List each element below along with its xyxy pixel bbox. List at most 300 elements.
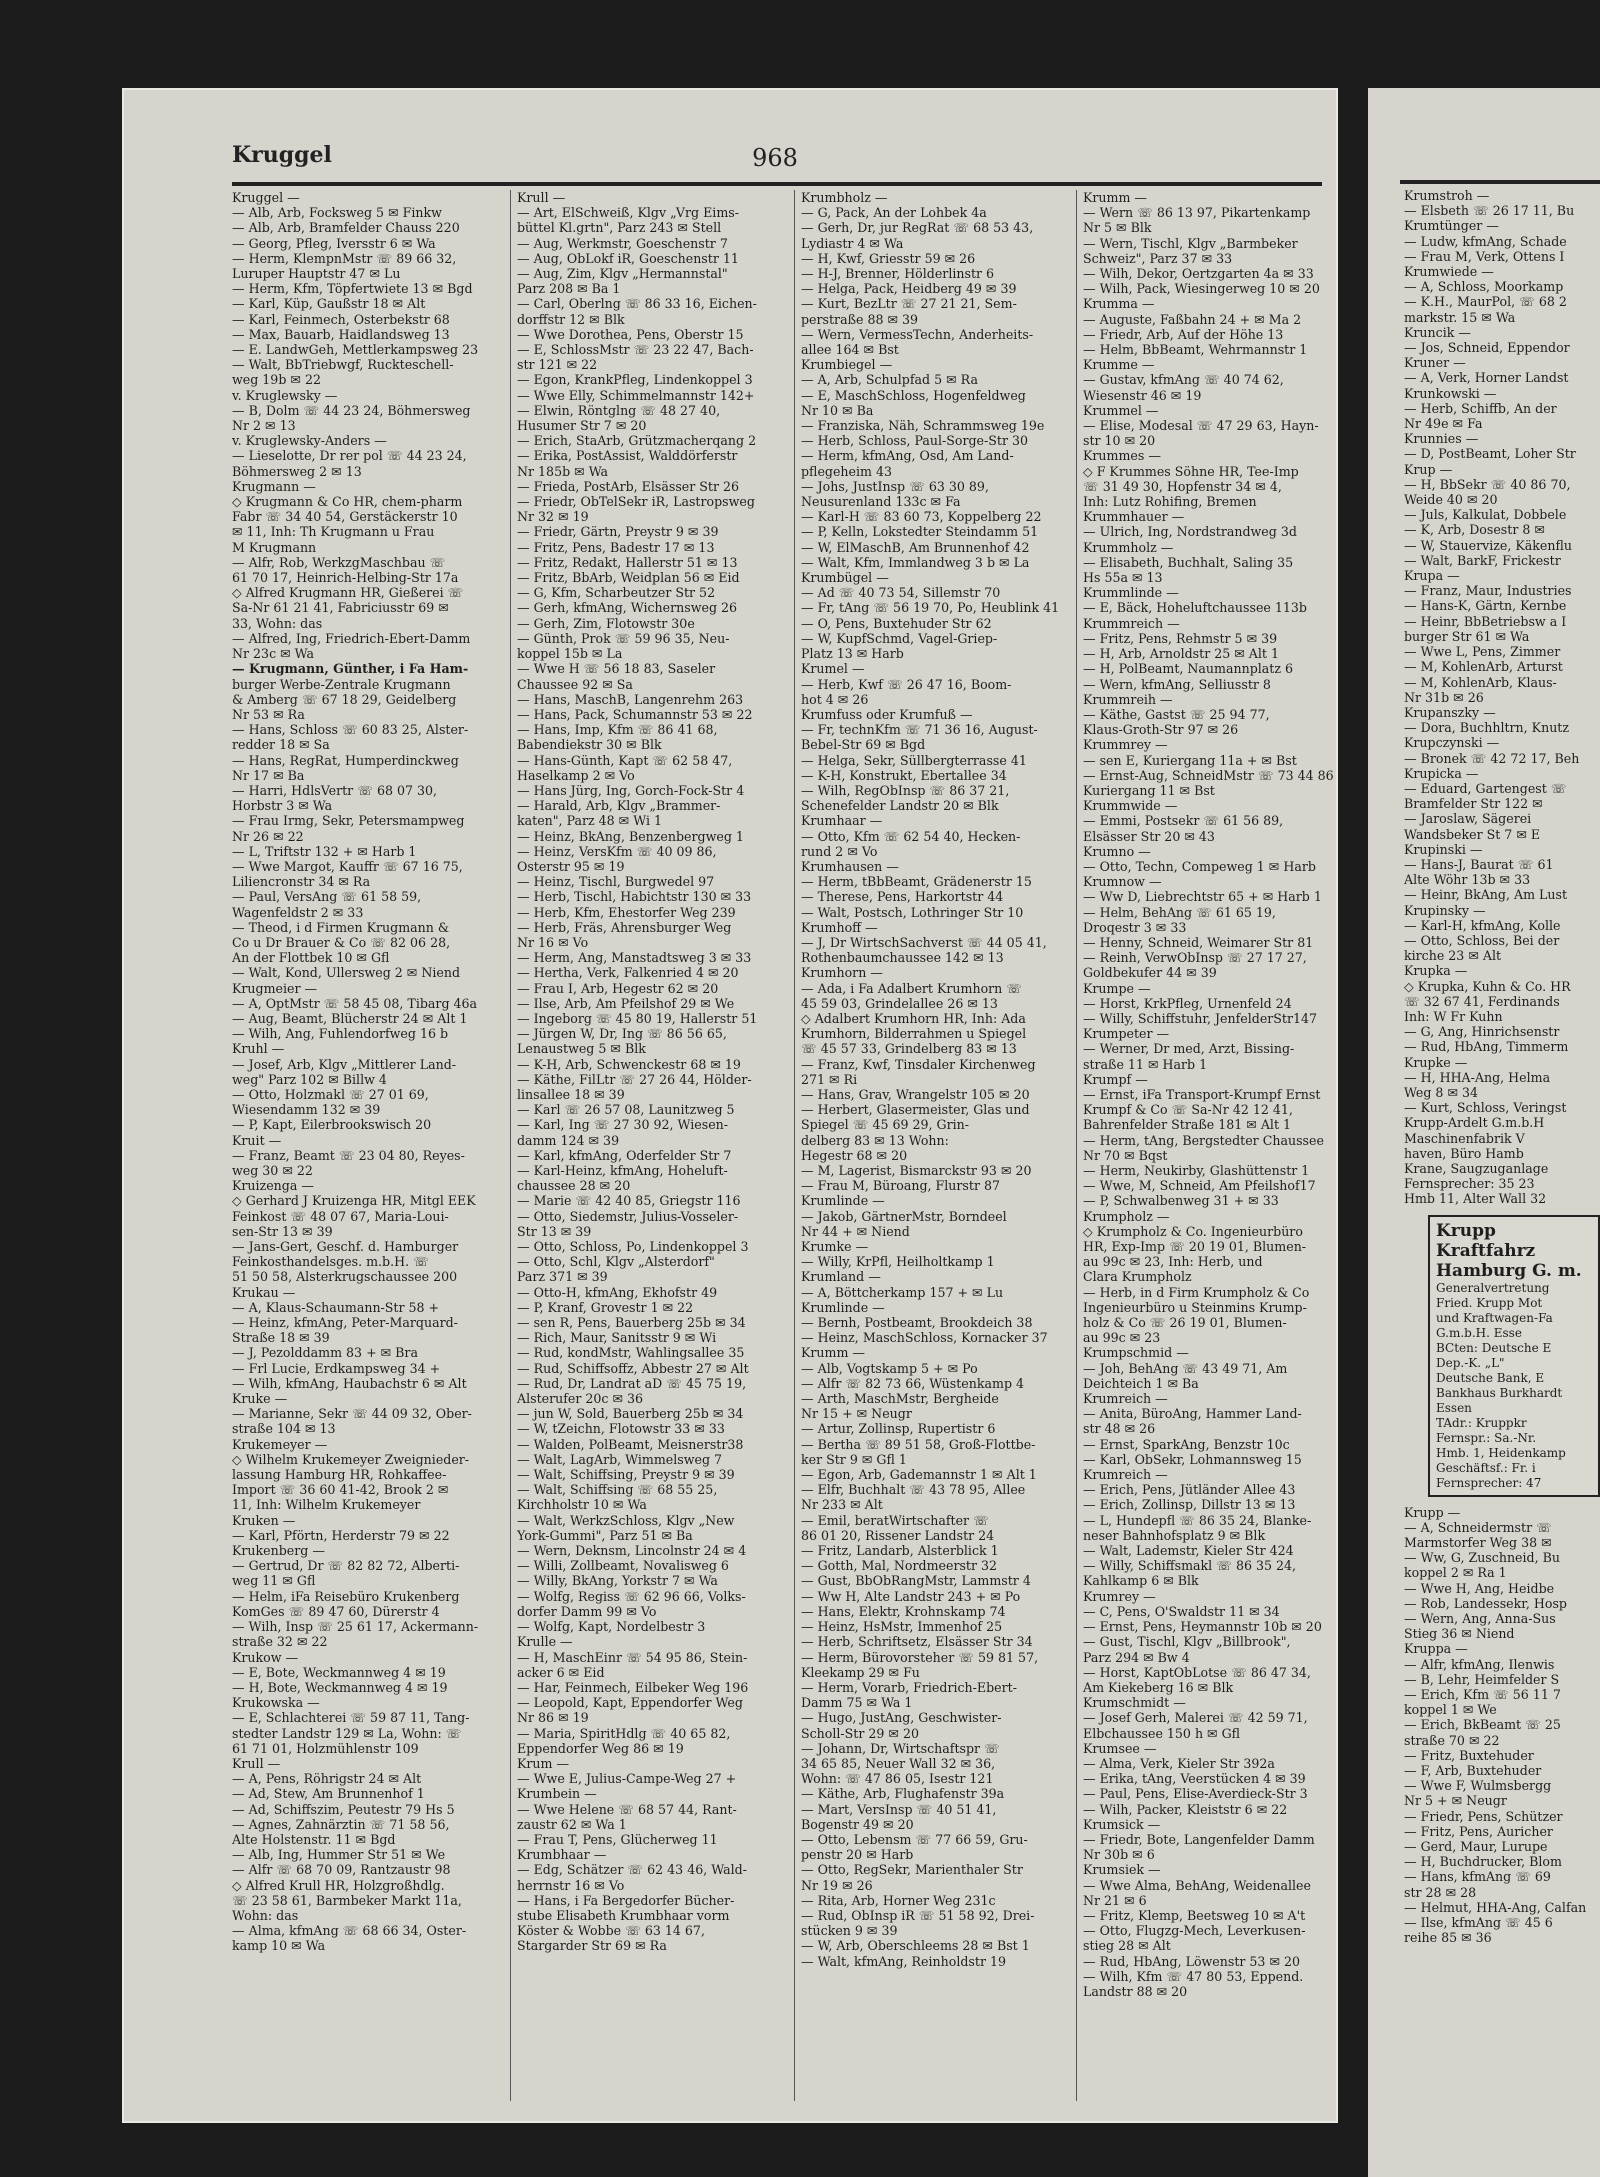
directory-entry: — Marie ☏ 42 40 85, Griegstr 116 xyxy=(517,1193,741,1209)
directory-entry: Köster & Wobbe ☏ 63 14 67, xyxy=(517,1923,705,1939)
directory-entry: Krummreich — xyxy=(1083,615,1180,631)
directory-entry: — Ernst-Aug, SchneidMstr ☏ 73 44 86 xyxy=(1083,767,1334,783)
directory-entry: — Heinz, VersKfm ☏ 40 09 86, xyxy=(517,843,717,859)
directory-entry: — Harald, Arb, Klgv „Brammer- xyxy=(517,798,721,814)
directory-entry: — Rud, Schiffsoffz, Abbestr 27 ✉ Alt xyxy=(517,1360,749,1376)
directory-entry: Rothenbaumchaussee 142 ✉ 13 xyxy=(801,950,1004,966)
directory-entry: — Herb, Kwf ☏ 26 47 16, Boom- xyxy=(801,676,1012,692)
directory-entry: — Käthe, Gastst ☏ 25 94 77, xyxy=(1083,706,1270,722)
directory-entry: 86 01 20, Rissener Landstr 24 xyxy=(801,1527,995,1543)
directory-entry: straße 32 ✉ 22 xyxy=(232,1634,328,1650)
directory-entry: — Harri, HdlsVertr ☏ 68 07 30, xyxy=(232,782,438,798)
directory-entry: — Wilh, RegObInsp ☏ 86 37 21, xyxy=(801,782,1010,798)
directory-entry: — Bernh, Postbeamt, Brookdeich 38 xyxy=(801,1315,1033,1331)
directory-entry: — W, KupfSchmd, Vagel-Griep- xyxy=(801,630,998,646)
directory-entry: 51 50 58, Alsterkrugschaussee 200 xyxy=(232,1269,458,1285)
directory-entry: — Har, Feinmech, Eilbeker Weg 196 xyxy=(517,1679,749,1695)
directory-entry: Nr 19 ✉ 26 xyxy=(801,1877,873,1893)
directory-entry: delberg 83 ✉ 13 Wohn: xyxy=(801,1132,949,1148)
directory-entry: — Hans-K, Gärtn, Kernbe xyxy=(1404,598,1567,614)
directory-entry: 271 ✉ Ri xyxy=(801,1071,858,1087)
directory-entry: ☏ 31 49 30, Hopfenstr 34 ✉ 4, xyxy=(1083,478,1282,494)
directory-entry: dorffstr 12 ✉ Blk xyxy=(517,311,625,327)
directory-entry: Krumpschmid — xyxy=(1083,1345,1189,1361)
directory-entry: Kruppa — xyxy=(1404,1641,1468,1657)
directory-entry: penstr 20 ✉ Harb xyxy=(801,1847,914,1863)
directory-entry: — Gust, BbObRangMstr, Lammstr 4 xyxy=(801,1573,1031,1589)
directory-entry: — Fritz, Klemp, Beetsweg 10 ✉ A't xyxy=(1083,1907,1306,1923)
directory-entry: — Hans, Pack, Schumannstr 53 ✉ 22 xyxy=(517,706,753,722)
directory-entry: — Reinh, VerwObInsp ☏ 27 17 27, xyxy=(1083,950,1307,966)
directory-entry: stücken 9 ✉ 39 xyxy=(801,1923,898,1939)
directory-entry: Krumlinde — xyxy=(801,1193,885,1209)
directory-entry: — Wilh, Ang, Fuhlendorfweg 16 b xyxy=(232,1026,449,1042)
directory-entry: — Ww, G, Zuschneid, Bu xyxy=(1404,1550,1560,1566)
directory-entry: — Karl, kfmAng, Oderfelder Str 7 xyxy=(517,1147,732,1163)
directory-entry: G.m.b.H. Esse xyxy=(1436,1325,1522,1340)
directory-entry: Wagenfeldstr 2 ✉ 33 xyxy=(232,904,364,920)
directory-entry: — Gerh, Zim, Flotowstr 30e xyxy=(517,615,695,631)
directory-entry: — Heinz, kfmAng, Peter-Marquard- xyxy=(232,1315,458,1331)
directory-entry: Kruhl — xyxy=(232,1041,285,1057)
directory-entry: Krull — xyxy=(517,190,566,205)
directory-entry: Hmb 11, Alter Wall 32 xyxy=(1404,1191,1547,1207)
directory-entry: Krumm — xyxy=(801,1345,866,1361)
directory-entry: Fernsprecher: 47 xyxy=(1436,1475,1542,1490)
directory-entry: — Gerd, Maur, Lurupe xyxy=(1404,1839,1548,1855)
directory-entry: Krupke — xyxy=(1404,1054,1468,1070)
directory-entry: — Wilh, Insp ☏ 25 61 17, Ackermann- xyxy=(232,1619,479,1635)
directory-entry: — Gotth, Mal, Nordmeerstr 32 xyxy=(801,1558,998,1574)
directory-entry: — Erich, Zollinsp, Dillstr 13 ✉ 13 xyxy=(1083,1497,1296,1513)
directory-entry: Krum — xyxy=(517,1755,570,1771)
directory-entry: — A, Böttcherkamp 157 + ✉ Lu xyxy=(801,1284,1004,1300)
directory-entry: Import ☏ 36 60 41-42, Brook 2 ✉ xyxy=(232,1482,449,1498)
directory-entry: Alsterufer 20c ✉ 36 xyxy=(517,1391,644,1407)
directory-entry: — Wwe Alma, BehAng, Weidenallee xyxy=(1083,1877,1311,1893)
directory-entry: neser Bahnhofsplatz 9 ✉ Blk xyxy=(1083,1527,1266,1543)
directory-entry: Krummreih — xyxy=(1083,691,1173,707)
directory-entry: straße 70 ✉ 22 xyxy=(1404,1732,1500,1748)
directory-entry: Krumpholz — xyxy=(1083,1208,1170,1224)
directory-entry: Fried. Krupp Mot xyxy=(1436,1295,1543,1310)
directory-entry: — E, SchlossMstr ☏ 23 22 47, Bach- xyxy=(517,342,754,358)
directory-entry: — Marianne, Sekr ☏ 44 09 32, Ober- xyxy=(232,1406,472,1422)
directory-entry: — Jos, Schneid, Eppendor xyxy=(1404,340,1570,356)
directory-entry: — Herm, Vorarb, Friedrich-Ebert- xyxy=(801,1679,1017,1695)
directory-entry: Horbstr 3 ✉ Wa xyxy=(232,798,333,814)
directory-entry: Krupka — xyxy=(1404,963,1468,979)
directory-entry: ◇ F Krummes Söhne HR, Tee-Imp xyxy=(1083,463,1299,479)
directory-entry: — Otto, RegSekr, Marienthaler Str xyxy=(801,1862,1023,1878)
directory-entry: — Ulrich, Ing, Nordstrandweg 3d xyxy=(1083,524,1297,540)
directory-entry: — Hertha, Verk, Falkenried 4 ✉ 20 xyxy=(517,965,739,981)
directory-entry: M Krugmann xyxy=(232,539,317,555)
directory-entry: — Herm, tBbBeamt, Grädenerstr 15 xyxy=(801,874,1032,890)
directory-entry: — Wwe H, Ang, Heidbe xyxy=(1404,1580,1555,1596)
directory-entry: — Fritz, Pens, Badestr 17 ✉ 13 xyxy=(517,539,715,555)
directory-entry: Krukemeyer — xyxy=(232,1436,328,1452)
directory-entry: — Herm, Kfm, Töpfertwiete 13 ✉ Bgd xyxy=(232,281,473,297)
directory-entry: — G, Kfm, Scharbeutzer Str 52 xyxy=(517,585,716,601)
directory-entry: York-Gummi", Parz 51 ✉ Ba xyxy=(517,1527,693,1543)
directory-entry: — Walt, BarkF, Frickestr xyxy=(1404,552,1561,568)
adjacent-column xyxy=(1404,188,1600,2157)
directory-entry: — Wilh, Packer, Kleiststr 6 ✉ 22 xyxy=(1083,1801,1288,1817)
directory-entry: — Wilh, Kfm ☏ 47 80 53, Eppend. xyxy=(1083,1968,1304,1984)
directory-entry: v. Kruglewsky — xyxy=(232,387,338,403)
directory-entry: — Rud, HbAng, Timmerm xyxy=(1404,1039,1569,1055)
directory-entry: — Horst, KrkPfleg, Urnenfeld 24 xyxy=(1083,995,1292,1011)
directory-entry: — Herbert, Glasermeister, Glas und xyxy=(801,1102,1030,1118)
directory-entry: — Alma, Verk, Kieler Str 392a xyxy=(1083,1755,1275,1771)
directory-entry: — Otto-H, kfmAng, Ekhofstr 49 xyxy=(517,1284,718,1300)
directory-entry: — E. LandwGeh, Mettlerkampsweg 23 xyxy=(232,342,479,358)
directory-entry: Generalvertretung xyxy=(1436,1280,1550,1295)
directory-entry: — Wern, Tischl, Klgv „Barmbeker xyxy=(1083,235,1298,251)
directory-entry: str 10 ✉ 20 xyxy=(1083,433,1156,449)
directory-entry: — Henny, Schneid, Weimarer Str 81 xyxy=(1083,934,1314,950)
directory-entry: — Günth, Prok ☏ 59 96 35, Neu- xyxy=(517,630,730,646)
directory-entry: Fernspr.: Sa.-Nr. xyxy=(1436,1430,1537,1445)
directory-entry: — Hans, kfmAng ☏ 69 xyxy=(1404,1869,1551,1885)
directory-entry: — Frau M, Büroang, Flurstr 87 xyxy=(801,1178,1001,1194)
directory-entry: 11, Inh: Wilhelm Krukemeyer xyxy=(232,1497,421,1513)
directory-entry: Krumrey — xyxy=(1083,1588,1156,1604)
directory-entry: — Artur, Zollinsp, Rupertistr 6 xyxy=(801,1421,996,1437)
directory-entry: Str 13 ✉ 39 xyxy=(517,1223,592,1239)
directory-entry: — Fritz, Landarb, Alsterblick 1 xyxy=(801,1543,999,1559)
directory-entry: — Krugmann, Günther, i Fa Ham- xyxy=(232,661,469,677)
directory-entry: — Wern, Deknsm, Lincolnstr 24 ✉ 4 xyxy=(517,1543,747,1559)
directory-entry: koppel 15b ✉ La xyxy=(517,646,623,662)
directory-entry: — Wern, VermessTechn, Anderheits- xyxy=(801,326,1034,342)
directory-entry: — H, MaschEinr ☏ 54 95 86, Stein- xyxy=(517,1649,748,1665)
directory-entry: — Ernst, Pens, Heymannstr 10b ✉ 20 xyxy=(1083,1619,1322,1635)
directory-entry: — Karl ☏ 26 57 08, Launitzweg 5 xyxy=(517,1102,735,1118)
directory-entry: — Max, Bauarb, Haidlandsweg 13 xyxy=(232,326,450,342)
directory-entry: Krugmeier — xyxy=(232,980,318,996)
directory-entry: Fabr ☏ 34 40 54, Gerstäckerstr 10 xyxy=(232,509,458,525)
directory-entry: — Frl Lucie, Erdkampsweg 34 + xyxy=(232,1360,441,1376)
directory-entry: — Aug, Beamt, Blücherstr 24 ✉ Alt 1 xyxy=(232,1010,468,1026)
directory-entry: — K-H, Konstrukt, Ebertallee 34 xyxy=(801,767,1007,783)
directory-entry: Krumno — xyxy=(1083,843,1151,859)
directory-entry: — Helm, BehAng ☏ 61 65 19, xyxy=(1083,904,1276,920)
directory-entry: — Hans, Schloss ☏ 60 83 25, Alster- xyxy=(232,722,469,738)
directory-entry: — Franz, Beamt ☏ 23 04 80, Reyes- xyxy=(232,1147,465,1163)
directory-entry: 61 71 01, Holzmühlenstr 109 xyxy=(232,1740,419,1756)
directory-entry: Kirchholstr 10 ✉ Wa xyxy=(517,1497,647,1513)
directory-entry: — Rud, Dr, Landrat aD ☏ 45 75 19, xyxy=(517,1375,747,1391)
directory-entry: Krummrey — xyxy=(1083,737,1168,753)
directory-entry: — Walden, PolBeamt, Meisnerstr38 xyxy=(517,1436,744,1452)
directory-entry: — Otto, Kfm ☏ 62 54 40, Hecken- xyxy=(801,828,1021,844)
directory-entry: Feinkost ☏ 48 07 67, Maria-Loui- xyxy=(232,1208,449,1224)
directory-entry: — Otto, Siedemstr, Julius-Vosseler- xyxy=(517,1208,739,1224)
directory-entry: Parz 208 ✉ Ba 1 xyxy=(517,281,621,297)
directory-entry: — Herm, Ang, Manstadtsweg 3 ✉ 33 xyxy=(517,950,752,966)
directory-entry: — G, Pack, An der Lohbek 4a xyxy=(801,205,987,221)
directory-entry: — Rud, ObInsp iR ☏ 51 58 92, Drei- xyxy=(801,1907,1035,1923)
directory-entry: au 99c ✉ 23, Inh: Herb, und xyxy=(1083,1254,1263,1270)
directory-entry: Elbchaussee 150 h ✉ Gfl xyxy=(1083,1725,1241,1741)
directory-entry: Scholl-Str 29 ✉ 20 xyxy=(801,1725,920,1741)
directory-entry: & Amberg ☏ 67 18 29, Geidelberg xyxy=(232,691,457,707)
directory-entry: koppel 2 ✉ Ra 1 xyxy=(1404,1565,1507,1581)
directory-entry: — Gerh, kfmAng, Wichernsweg 26 xyxy=(517,600,738,616)
directory-entry: — Frau T, Pens, Glücherweg 11 xyxy=(517,1831,718,1847)
directory-entry: — J, Dr WirtschSachverst ☏ 44 05 41, xyxy=(801,934,1047,950)
directory-entry: Fernsprecher: 35 23 xyxy=(1404,1176,1535,1192)
directory-entry: — Elwin, Röntglng ☏ 48 27 40, xyxy=(517,402,721,418)
directory-entry: burger Werbe-Zentrale Krugmann xyxy=(232,676,451,692)
directory-entry: herrnstr 16 ✉ Vo xyxy=(517,1877,625,1893)
directory-entry: — Herb, in d Firm Krumpholz & Co xyxy=(1083,1284,1310,1300)
directory-entry: — Alb, Arb, Focksweg 5 ✉ Finkw xyxy=(232,205,442,221)
directory-entry: Nr 5 ✉ Blk xyxy=(1083,220,1152,236)
directory-entry: Nr 86 ✉ 19 xyxy=(517,1710,589,1726)
directory-entry: chaussee 28 ✉ 20 xyxy=(517,1178,631,1194)
directory-entry: — Ada, i Fa Adalbert Krumhorn ☏ xyxy=(801,980,1023,996)
directory-entry: — Johs, JustInsp ☏ 63 30 89, xyxy=(801,478,989,494)
directory-entry: — Aug, Zim, Klgv „Hermannstal" xyxy=(517,266,728,282)
directory-entry: — Käthe, Arb, Flughafenstr 39a xyxy=(801,1786,1005,1802)
directory-entry: — Herb, Schriftsetz, Elsässer Str 34 xyxy=(801,1634,1033,1650)
directory-entry: Krumhoff — xyxy=(801,919,878,935)
directory-entry: Eppendorfer Weg 86 ✉ 19 xyxy=(517,1740,684,1756)
directory-entry: Deichteich 1 ✉ Ba xyxy=(1083,1375,1199,1391)
directory-entry: — Hans Jürg, Ing, Gorch-Fock-Str 4 xyxy=(517,782,745,798)
adjacent-lines-top xyxy=(1404,188,1600,1207)
directory-entry: — Erich, StaArb, Grützmacherqang 2 xyxy=(517,433,757,449)
directory-entry: Krukowska — xyxy=(232,1695,320,1711)
directory-entry: stedter Landstr 129 ✉ La, Wohn: ☏ xyxy=(232,1725,462,1741)
directory-entry: stieg 28 ✉ Alt xyxy=(1083,1938,1171,1954)
directory-entry: — jun W, Sold, Bauerberg 25b ✉ 34 xyxy=(517,1406,744,1422)
directory-entry: Nr 15 + ✉ Neugr xyxy=(801,1406,912,1422)
directory-entry: Wohn: das xyxy=(232,1907,299,1923)
directory-entry: Krumhausen — xyxy=(801,858,899,874)
directory-entry: — Wwe, M, Schneid, Am Pfeilshof17 xyxy=(1083,1178,1316,1194)
directory-entry: Dep.-K. „L" xyxy=(1436,1355,1505,1370)
directory-entry: — Hans, i Fa Bergedorfer Bücher- xyxy=(517,1892,735,1908)
directory-entry: — H, Kwf, Griesstr 59 ✉ 26 xyxy=(801,250,976,266)
directory-entry: burger Str 61 ✉ Wa xyxy=(1404,628,1530,644)
directory-entry: Droqestr 3 ✉ 33 xyxy=(1083,919,1187,935)
directory-entry: dorfer Damm 99 ✉ Vo xyxy=(517,1603,657,1619)
directory-entry: ◇ Wilhelm Krukemeyer Zweignieder- xyxy=(232,1451,470,1467)
directory-entry: — Alfr ☏ 68 70 09, Rantzaustr 98 xyxy=(232,1862,451,1878)
directory-entry: Krumhorn — xyxy=(801,965,883,981)
directory-entry: — Franz, Maur, Industries xyxy=(1404,583,1572,599)
directory-entry: — Horst, KaptObLotse ☏ 86 47 34, xyxy=(1083,1664,1311,1680)
directory-entry: Inh: Lutz Rohifing, Bremen xyxy=(1083,494,1257,510)
directory-entry: — Kurt, BezLtr ☏ 27 21 21, Sem- xyxy=(801,296,1017,312)
directory-entry: — Egon, KrankPfleg, Lindenkoppel 3 xyxy=(517,372,753,388)
directory-entry: — H-J, Brenner, Hölderlinstr 6 xyxy=(801,266,995,282)
directory-entry: — Wwe L, Pens, Zimmer xyxy=(1404,644,1561,660)
directory-entry: — Karl, Feinmech, Osterbekstr 68 xyxy=(232,311,450,327)
directory-entry: — Juls, Kalkulat, Dobbele xyxy=(1404,507,1567,523)
directory-entry: Krumme — xyxy=(1083,357,1155,373)
directory-entry: — Otto, Schl, Klgv „Alsterdorf" xyxy=(517,1254,715,1270)
directory-entry: Krupinski — xyxy=(1404,841,1483,857)
directory-entry: markstr. 15 ✉ Wa xyxy=(1404,309,1516,325)
directory-entry: — Rita, Arb, Horner Weg 231c xyxy=(801,1892,996,1908)
directory-entry: — Ad, Schiffszim, Peutestr 79 Hs 5 xyxy=(232,1801,455,1817)
directory-entry: — Rob, Landessekr, Hosp xyxy=(1404,1595,1567,1611)
directory-entry: rund 2 ✉ Vo xyxy=(801,843,878,859)
directory-entry: — P, Schwalbenweg 31 + ✉ 33 xyxy=(1083,1193,1279,1209)
directory-entry: ◇ Krugmann & Co HR, chem-pharm xyxy=(232,494,463,510)
directory-entry: Nr 16 ✉ Vo xyxy=(517,934,589,950)
directory-entry: — Walt, Kfm, Immlandweg 3 b ✉ La xyxy=(801,554,1030,570)
directory-entry: — Heinr, BbBetriebsw a I xyxy=(1404,613,1567,629)
directory-entry: — A, Schneidermstr ☏ xyxy=(1404,1519,1552,1535)
directory-entry: — Helga, Pack, Heidberg 49 ✉ 39 xyxy=(801,281,1017,297)
directory-entry: — Wwe F, Wulmsbergg xyxy=(1404,1778,1552,1794)
directory-entry: Nr 70 ✉ Bqst xyxy=(1083,1147,1168,1163)
directory-entry: — Erich, BkBeamt ☏ 25 xyxy=(1404,1717,1561,1733)
directory-entry: — Gerh, Dr, jur RegRat ☏ 68 53 43, xyxy=(801,220,1034,236)
directory-entry: linsallee 18 ✉ 39 xyxy=(517,1086,625,1102)
directory-entry: — Werner, Dr med, Arzt, Bissing- xyxy=(1083,1041,1295,1057)
directory-entry: Krumpf — xyxy=(1083,1071,1148,1087)
directory-entry: 34 65 85, Neuer Wall 32 ✉ 36, xyxy=(801,1755,996,1771)
directory-entry: Krugmann — xyxy=(232,478,316,494)
directory-entry: — Erich, Kfm ☏ 56 11 7 xyxy=(1404,1687,1561,1703)
directory-entry: — Wern ☏ 86 13 97, Pikartenkamp xyxy=(1083,205,1311,221)
directory-entry: pflegeheim 43 xyxy=(801,463,892,479)
directory-entry: — Helm, BbBeamt, Wehrmannstr 1 xyxy=(1083,342,1308,358)
directory-entry: — A, Arb, Schulpfad 5 ✉ Ra xyxy=(801,372,978,388)
directory-entry: — Fr, technKfm ☏ 71 36 16, August- xyxy=(801,722,1038,738)
directory-entry: — Herm, tAng, Bergstedter Chaussee xyxy=(1083,1132,1324,1148)
directory-entry: — Hans, Grav, Wrangelstr 105 ✉ 20 xyxy=(801,1086,1030,1102)
directory-entry: Klaus-Groth-Str 97 ✉ 26 xyxy=(1083,722,1239,738)
directory-entry: — Mart, VersInsp ☏ 40 51 41, xyxy=(801,1801,997,1817)
directory-entry: — Heinz, MaschSchloss, Kornacker 37 xyxy=(801,1330,1048,1346)
directory-entry: — Ingeborg ☏ 45 80 19, Hallerstr 51 xyxy=(517,1010,758,1026)
directory-entry: allee 164 ✉ Bst xyxy=(801,342,899,358)
directory-entry: v. Kruglewsky-Anders — xyxy=(232,433,387,449)
directory-entry: — Paul, Pens, Elise-Averdieck-Str 3 xyxy=(1083,1786,1308,1802)
directory-entry: Krumbein — xyxy=(517,1786,597,1802)
directory-entry: — B, Dolm ☏ 44 23 24, Böhmersweg xyxy=(232,402,471,418)
directory-entry: — Lieselotte, Dr rer pol ☏ 44 23 24, xyxy=(232,448,467,464)
directory-entry: straße 11 ✉ Harb 1 xyxy=(1083,1056,1208,1072)
directory-entry: — Hans, Imp, Kfm ☏ 86 41 68, xyxy=(517,722,718,738)
directory-entry: — Hans, MaschB, Langenrehm 263 xyxy=(517,691,744,707)
directory-entry: Luruper Hauptstr 47 ✉ Lu xyxy=(232,266,401,282)
directory-entry: Nr 23c ✉ Wa xyxy=(232,646,315,662)
directory-entry: — E, Schlachterei ☏ 59 87 11, Tang- xyxy=(232,1710,470,1726)
directory-entry: Krummel — xyxy=(1083,402,1159,418)
directory-entry: Ingenieurbüro u Steinmins Krump- xyxy=(1083,1299,1307,1315)
directory-entry: — Wern, kfmAng, Selliusstr 8 xyxy=(1083,676,1271,692)
directory-entry: — Wern, Ang, Anna-Sus xyxy=(1404,1611,1556,1627)
directory-entry: — Herm, kfmAng, Osd, Am Land- xyxy=(801,448,1014,464)
directory-entry: reihe 85 ✉ 36 xyxy=(1404,1930,1492,1946)
directory-entry: Kruizenga — xyxy=(232,1178,314,1194)
directory-entry: — C, Pens, O'Swaldstr 11 ✉ 34 xyxy=(1083,1603,1280,1619)
directory-entry: — Theod, i d Firmen Krugmann & xyxy=(232,919,450,935)
directory-entry: — Carl, Oberlng ☏ 86 33 16, Eichen- xyxy=(517,296,757,312)
directory-entry: — Walt, Schiffsing, Preystr 9 ✉ 39 xyxy=(517,1467,735,1483)
directory-entry: Krummholz — xyxy=(1083,539,1174,555)
page-header xyxy=(232,142,1318,182)
directory-entry: Nr 5 + ✉ Neugr xyxy=(1404,1793,1507,1809)
directory-entry: — Karl, Küp, Gaußstr 18 ✉ Alt xyxy=(232,296,426,312)
directory-entry: weg" Parz 102 ✉ Billw 4 xyxy=(232,1071,387,1087)
directory-entry: Krumtünger — xyxy=(1404,218,1499,234)
directory-entry: — Art, ElSchweiß, Klgv „Vrg Eims- xyxy=(517,205,739,221)
directory-entry: — Alb, Arb, Bramfelder Chauss 220 xyxy=(232,220,460,236)
directory-entry: — Bronek ☏ 42 72 17, Beh xyxy=(1404,750,1580,766)
directory-entry: Krumbhaar — xyxy=(517,1847,607,1863)
directory-entry: — Karl, Pförtn, Herderstr 79 ✉ 22 xyxy=(232,1527,450,1543)
directory-entry: stube Elisabeth Krumbhaar vorm xyxy=(517,1907,730,1923)
ad-lines xyxy=(1436,1281,1592,1491)
directory-entry: — A, Klaus-Schaumann-Str 58 + xyxy=(232,1299,440,1315)
directory-entry: — Fr, tAng ☏ 56 19 70, Po, Heublink 41 xyxy=(801,600,1060,616)
ad-title-2: Hamburg G. m. xyxy=(1436,1260,1582,1281)
directory-entry: — Ilse, Arb, Am Pfeilshof 29 ✉ We xyxy=(517,995,735,1011)
directory-entry: ◇ Alfred Krull HR, Holzgroßhdlg. xyxy=(232,1877,445,1893)
directory-entry: — Elisabeth, Buchhalt, Saling 35 xyxy=(1083,554,1294,570)
directory-entry: und Kraftwagen-Fa xyxy=(1436,1310,1553,1325)
directory-entry: — Friedr, Arb, Auf der Höhe 13 xyxy=(1083,326,1284,342)
directory-entry: Krane, Saugzuganlage xyxy=(1404,1161,1549,1176)
directory-entry: Stieg 36 ✉ Niend xyxy=(1404,1626,1515,1642)
directory-entry: ◇ Krupka, Kuhn & Co. HR xyxy=(1404,978,1571,994)
directory-entry: — Willy, BkAng, Yorkstr 7 ✉ Wa xyxy=(517,1573,718,1589)
directory-entry: Platz 13 ✉ Harb xyxy=(801,646,904,662)
directory-entry: Bebel-Str 69 ✉ Bgd xyxy=(801,737,926,753)
directory-entry: — Frau M, Verk, Ottens I xyxy=(1404,248,1565,264)
directory-entry: — Otto, Schloss, Bei der xyxy=(1404,932,1560,948)
directory-entry: — Aug, Werkmstr, Goeschenstr 7 xyxy=(517,235,728,251)
directory-entry: — Aug, ObLokf iR, Goeschenstr 11 xyxy=(517,250,739,266)
directory-entry: — Ilse, kfmAng ☏ 45 6 xyxy=(1404,1915,1553,1931)
directory-entry: — L, Hundepfl ☏ 86 35 24, Blanke- xyxy=(1083,1512,1312,1528)
directory-entry: — W, Stauervize, Käkenflu xyxy=(1404,537,1572,553)
directory-entry: Nr 30b ✉ 6 xyxy=(1083,1847,1155,1863)
directory-entry: kirche 23 ✉ Alt xyxy=(1404,948,1502,964)
directory-entry: — Wwe Dorothea, Pens, Oberstr 15 xyxy=(517,326,744,342)
directory-entry: — O, Pens, Buxtehuder Str 62 xyxy=(801,615,992,631)
directory-entry: Krummhauer — xyxy=(1083,509,1185,525)
directory-entry: Bankhaus Burkhardt xyxy=(1436,1385,1563,1400)
directory-entry: — Edg, Schätzer ☏ 62 43 46, Wald- xyxy=(517,1862,747,1878)
directory-entry: 61 70 17, Heinrich-Helbing-Str 17a xyxy=(232,570,459,586)
directory-entry: ☏ 45 57 33, Grindelberg 83 ✉ 13 xyxy=(801,1041,1017,1057)
directory-entry: Krumpe — xyxy=(1083,980,1151,996)
directory-entry: Bogenstr 49 ✉ 20 xyxy=(801,1816,914,1832)
directory-entry: — Ernst, SparkAng, Benzstr 10c xyxy=(1083,1436,1290,1452)
directory-entry: 45 59 03, Grindelallee 26 ✉ 13 xyxy=(801,995,998,1011)
directory-entry: — Fritz, BbArb, Weidplan 56 ✉ Eid xyxy=(517,570,740,586)
directory-entry: — Helmut, HHA-Ang, Calfan xyxy=(1404,1899,1587,1915)
adjacent-header-rule xyxy=(1400,180,1600,184)
header-rule xyxy=(232,182,1322,186)
directory-entry: — Alb, Ing, Hummer Str 51 ✉ We xyxy=(232,1847,446,1863)
directory-entry: — Wwe E, Julius-Campe-Weg 27 + xyxy=(517,1771,737,1787)
directory-entry: — Fritz, Pens, Rehmstr 5 ✉ 39 xyxy=(1083,630,1278,646)
directory-entry: — P, Kranf, Grovestr 1 ✉ 22 xyxy=(517,1299,694,1315)
directory-entry: Krumreich — xyxy=(1083,1467,1168,1483)
